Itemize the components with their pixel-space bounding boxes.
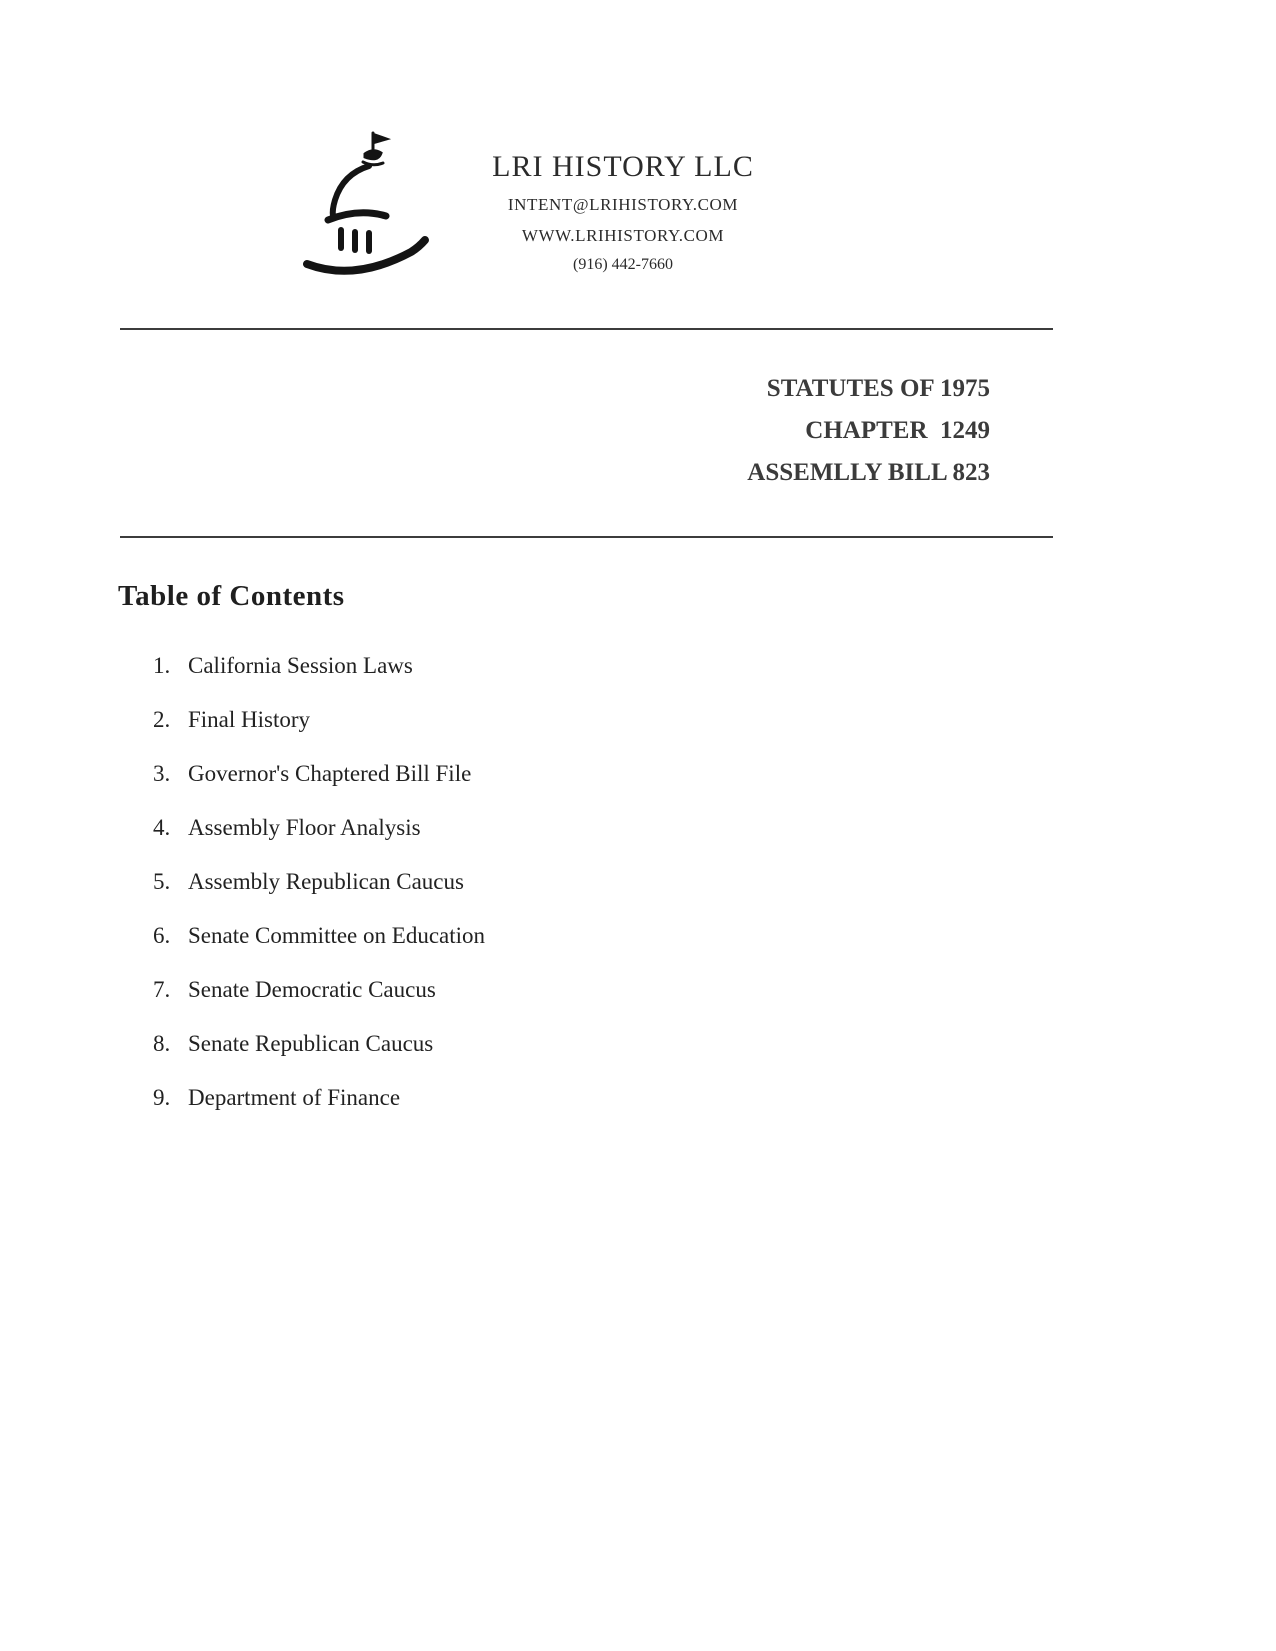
letterhead-text [473,150,773,274]
toc-title: Table of Contents [118,580,345,612]
toc-item: 8. Senate Republican Caucus [176,1029,1276,1058]
divider-top [120,328,1053,330]
toc-item: 5. Assembly Republican Caucus [176,867,1276,896]
document-heading [0,368,1276,494]
toc-item: 7. Senate Democratic Caucus [176,975,1276,1004]
toc-item: 9. Department of Finance [176,1083,1276,1112]
toc-item: 2. Final History [176,705,1276,734]
toc-item: 4. Assembly Floor Analysis [176,813,1276,842]
company-website: WWW.LRIHISTORY.COM [521,226,725,245]
toc-item: 3. Governor's Chaptered Bill File [176,759,1276,788]
company-name: LRI HISTORY LLC [492,150,754,183]
heading-bill: ASSEMLLY BILL 823 [747,459,990,486]
company-phone: (916) 442-7660 [573,256,673,273]
toc-item: 6. Senate Committee on Education [176,921,1276,950]
heading-statutes: STATUTES OF 1975 [766,375,990,402]
divider-bottom [120,536,1053,538]
company-email: INTENT@LRIHISTORY.COM [507,195,739,214]
letterhead [0,0,1276,288]
capitol-dome-logo-icon [295,128,445,288]
toc-item: 1. California Session Laws [176,651,1276,680]
toc-list [118,651,1276,1112]
heading-chapter: CHAPTER 1249 [805,417,990,444]
